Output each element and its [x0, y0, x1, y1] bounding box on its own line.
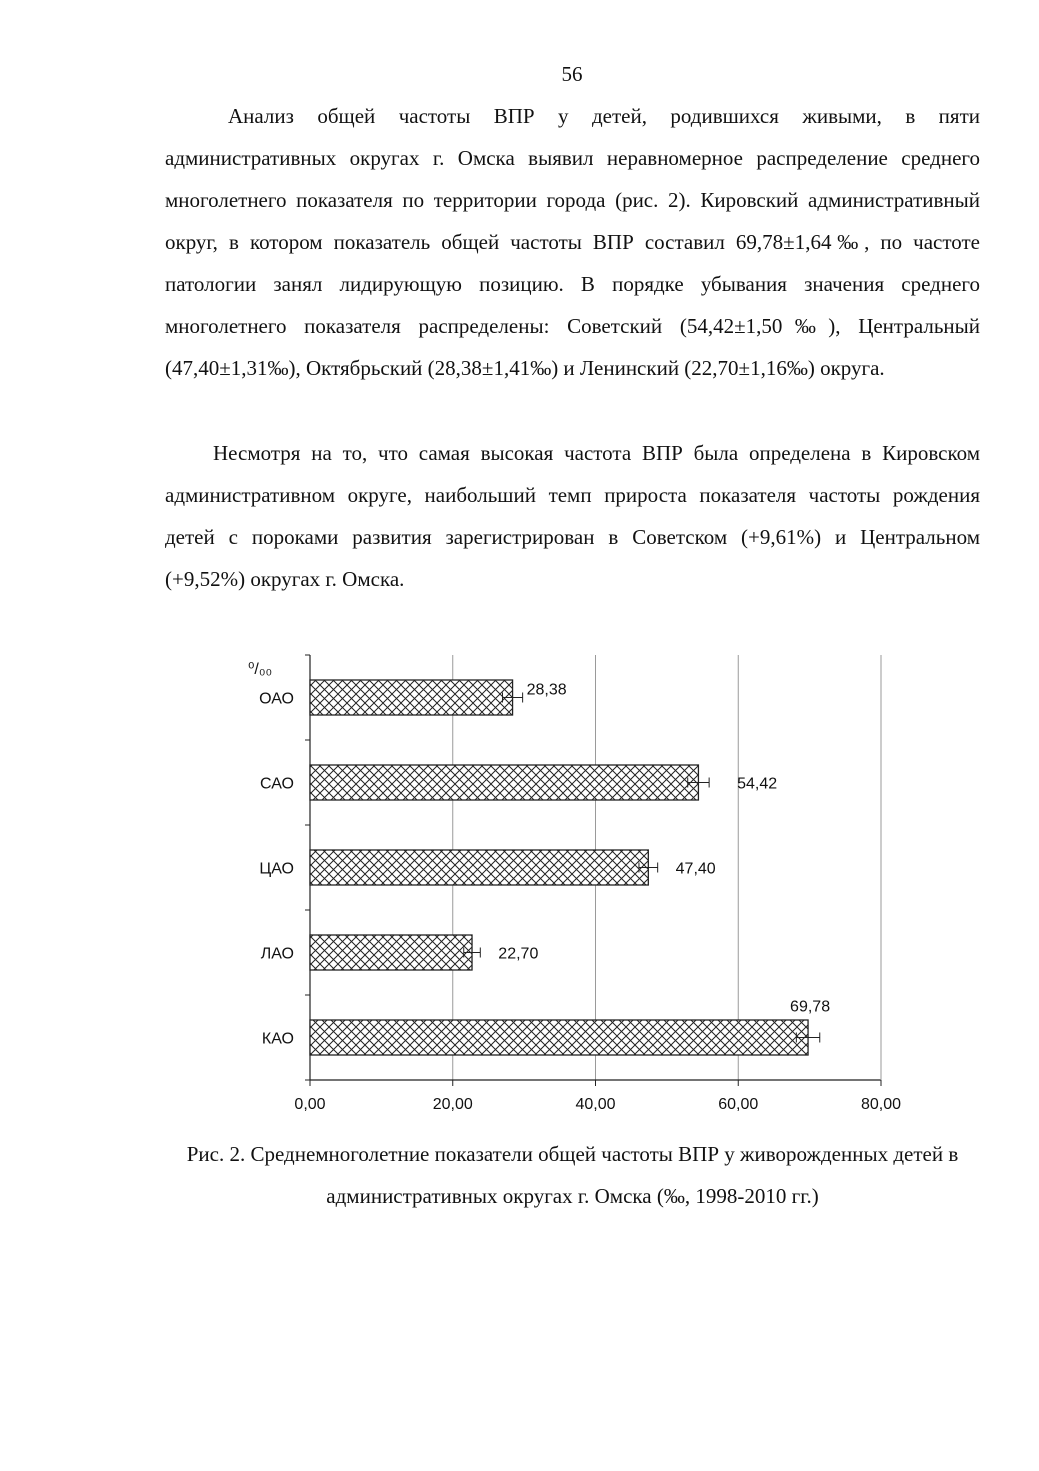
category-label: ЦАО	[259, 860, 294, 878]
data-label: 28,38	[526, 681, 567, 699]
unit-label: ⁰/₀₀	[248, 661, 273, 678]
figure-chart	[230, 640, 930, 1125]
data-label: 54,42	[737, 775, 778, 793]
x-tick-label: 0,00	[294, 1096, 326, 1113]
page-number: 56	[561, 62, 583, 86]
category-label: САО	[260, 775, 294, 793]
bar	[310, 1020, 808, 1055]
x-tick-label: 40,00	[575, 1096, 616, 1113]
bar-chart	[230, 640, 930, 1125]
category-label: ОАО	[259, 690, 294, 708]
figure-caption: Рис. 2. Среднемноголетние показатели общей частоты ВПР у живорожденных детей в административных округах г. Омска (‰, 1998-2010 гг.)	[186, 1142, 959, 1208]
body-paragraph-1: Анализ общей частоты ВПР у детей, родившихся живыми, в пяти административных округах г. Омска выявил неравномерное распределение среднего многолетнего показателя по территории города (рис. 2). Кировский административный округ, в котором показатель общей частоты ВПР составил 69,78±1,64‰, по частоте патологии занял лидирующую позицию. В порядке убывания значения среднего многолетнего показателя распределены: Советский (54,42±1,50‰), Центральный (47,40±1,31‰), Октябрьский (28,38±1,41‰) и Ленинский (22,70±1,16‰) округа.	[165, 104, 980, 380]
body-paragraph-2: Несмотря на то, что самая высокая частота ВПР была определена в Кировском административном округе, наибольший темп прироста показателя частоты рождения детей с пороками развития зарегистрирован в Советском (+9,61%) и Центральном (+9,52%) округах г. Омска.	[165, 441, 980, 591]
category-label: КАО	[261, 1030, 294, 1048]
x-tick-label: 80,00	[860, 1096, 902, 1113]
data-label: 22,70	[498, 945, 539, 963]
x-tick-label: 20,00	[432, 1096, 473, 1113]
bar	[310, 680, 513, 715]
x-tick-label: 60,00	[718, 1096, 759, 1113]
data-label: 69,78	[790, 998, 831, 1016]
bar	[310, 935, 472, 970]
bar	[310, 850, 648, 885]
bar	[310, 765, 698, 800]
data-label: 47,40	[675, 860, 716, 878]
category-label: ЛАО	[260, 945, 294, 963]
